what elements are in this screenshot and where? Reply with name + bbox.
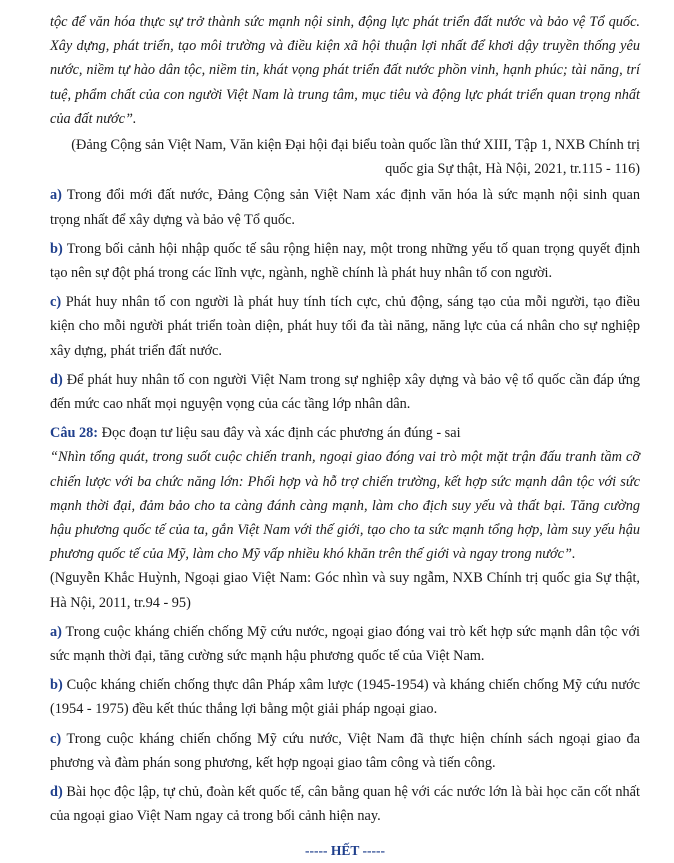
option-label: d) — [50, 371, 63, 388]
option-label: c) — [50, 730, 62, 747]
option-text: Trong đổi mới đất nước, Đảng Cộng sản Việt Nam xác định văn hóa là sức mạnh nội sinh quan trọng nhất để xây dựng và bảo vệ Tổ quốc. — [50, 187, 640, 228]
q27-option-a — [50, 183, 640, 231]
option-text: Trong cuộc kháng chiến chống Mỹ cứu nước, Việt Nam đã thực hiện chính sách ngoại giao đa phương và đàm phán song phương, kết hợp ngoại giao tâm công và tiến công. — [50, 730, 640, 771]
option-text: Để phát huy nhân tố con người Việt Nam trong sự nghiệp xây dựng và bảo vệ tổ quốc cần đáp ứng đến mức cao nhất mọi nguyện vọng của các tầng lớp nhân dân. — [50, 371, 640, 413]
option-label: b) — [50, 677, 63, 694]
q27-option-c — [50, 290, 640, 363]
option-label: a) — [50, 187, 62, 204]
option-label: a) — [50, 623, 62, 640]
q28-heading — [50, 421, 640, 445]
option-label: c) — [50, 294, 62, 311]
q27-option-d — [50, 368, 640, 416]
q28-citation: (Nguyễn Khắc Huỳnh, Ngoại giao Việt Nam: Góc nhìn và suy ngẫm, NXB Chính trị quốc gia Sự thật, Hà Nội, 2011, tr.94 - 95) — [50, 570, 640, 611]
question-prompt: Đọc đoạn tư liệu sau đây và xác định các phương án đúng - sai — [98, 425, 461, 442]
option-text: Phát huy nhân tố con người là phát huy tính tích cực, chủ động, sáng tạo của mỗi người, tạo điều kiện cho mỗi người phát triển toàn diện, phát huy tối đa tài năng, năng lực của cá nhân cho sự nghiệp xây dựng, phát triển đất nước. — [50, 294, 640, 359]
q28-option-d — [50, 780, 640, 828]
q27-option-b — [50, 237, 640, 285]
option-text: Trong bối cảnh hội nhập quốc tế sâu rộng hiện nay, một trong những yếu tố quan trọng quyết định tạo nên sự đột phá trong các lĩnh vực, ngành, nghề chính là phát huy nhân tố con người. — [50, 240, 640, 282]
top-citation: (Đảng Cộng sản Việt Nam, Văn kiện Đại hội đại biểu toàn quốc lần thứ XIII, Tập 1, NXB Chính trị quốc gia Sự thật, Hà Nội, 2021, tr.115 - 116) — [71, 137, 640, 178]
top-quote: tộc để văn hóa thực sự trở thành sức mạnh nội sinh, động lực phát triển đất nước và bảo vệ Tổ quốc. Xây dựng, phát triển, tạo môi trường và điều kiện xã hội thuận lợi nhất để khơi dậy truyền thống yêu nước, niềm tự hào dân tộc, niềm tin, khát vọng phát triển đất nước phồn vinh, hạnh phúc; tài năng, trí tuệ, phẩm chất của con người Việt Nam là trung tâm, mục tiêu và động lực phát triển quan trọng nhất của đất nước”. — [50, 14, 640, 127]
option-text: Trong cuộc kháng chiến chống Mỹ cứu nước, ngoại giao đóng vai trò kết hợp sức mạnh dân tộc với sức mạnh thời đại, tăng cường sức mạnh hậu phương quốc tế của Việt Nam. — [50, 623, 640, 665]
q28-option-a — [50, 620, 640, 668]
q28-quote: “Nhìn tổng quát, trong suốt cuộc chiến tranh, ngoại giao đóng vai trò một mặt trận đấu tranh tầm cỡ chiến lược với ba chức năng lớn: Phối hợp và hỗ trợ chiến trường, kết hợp sức mạnh dân tộc với sức mạnh thời đại, đảm bảo cho ta càng đánh càng mạnh, làm cho địch suy yếu và thất bại. Tăng cường hậu phương quốc tế của ta, gắn Việt Nam với thế giới, tạo cho ta sức mạnh tổng hợp, làm suy yếu hậu phương quốc tế của Mỹ, làm cho Mỹ vấp nhiều khó khăn trên thế giới và ngay trong nước”. — [50, 449, 640, 563]
end-marker: ----- HẾT ----- — [305, 842, 385, 858]
q28-option-b — [50, 673, 640, 721]
question-label: Câu 28: — [50, 425, 99, 442]
option-text: Bài học độc lập, tự chủ, đoàn kết quốc tế, cân bằng quan hệ với các nước lớn là bài học căn cốt nhất của ngoại giao Việt Nam ngay cả trong bối cảnh hiện nay. — [50, 784, 640, 825]
option-label: d) — [50, 784, 63, 801]
q28-option-c — [50, 727, 640, 775]
option-label: b) — [50, 240, 63, 257]
option-text: Cuộc kháng chiến chống thực dân Pháp xâm lược (1945-1954) và kháng chiến chống Mỹ cứu nước (1954 - 1975) đều kết thúc thắng lợi bằng một giải pháp ngoại giao. — [50, 677, 640, 718]
